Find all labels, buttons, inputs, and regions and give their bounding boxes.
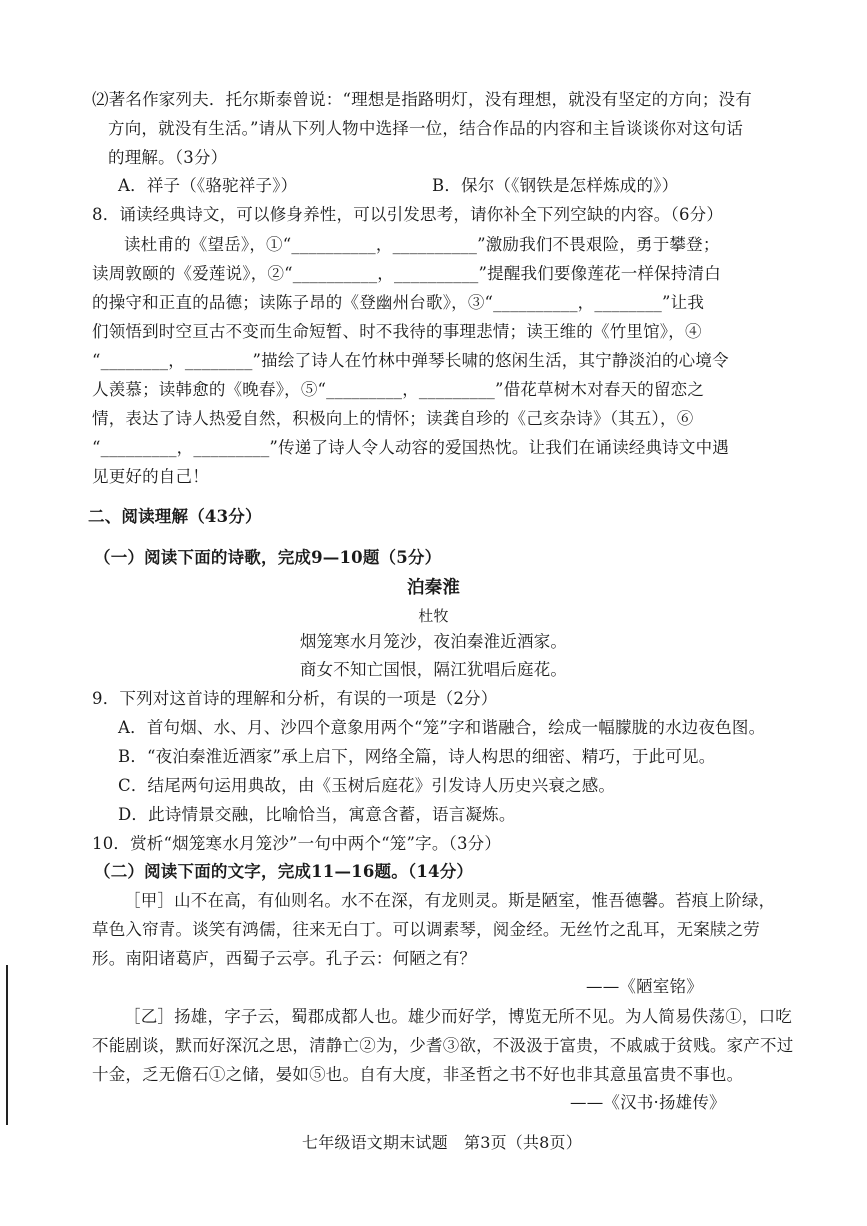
q7-2-option-a: A．祥子（《骆驼祥子》） [118, 176, 298, 195]
yi-line: ［乙］扬雄，字子云，蜀郡成都人也。雄少而好学，博览无所不见。为人简易佚荡①，口吃 [124, 1007, 792, 1026]
q8-line: 的操守和正直的品德；读陈子昂的《登幽州台歌》，③“__________，________”让我 [92, 293, 705, 312]
q7-2-option-b: B．保尔（《钢铁是怎样炼成的》） [432, 176, 679, 195]
yi-source: ——《汉书·扬雄传》 [570, 1093, 726, 1112]
q8-line: “________，________”描绘了诗人在竹林中弹琴长啸的悠闲生活，其宁静淡泊的心境令 [92, 351, 729, 370]
part1-heading: （一）阅读下面的诗歌，完成9—10题（5分） [94, 548, 442, 567]
q8-line: 们领悟到时空亘古不变而生命短暂、时不我待的事理悲情；读王维的《竹里馆》，④ [92, 322, 702, 341]
part2-heading: （二）阅读下面的文字，完成11—16题。（14分） [94, 862, 474, 881]
q8-line: 见更好的自己！ [92, 467, 209, 486]
q8-line: 读杜甫的《望岳》，①“__________，__________”激励我们不畏艰险，勇于攀登； [124, 235, 720, 254]
jia-line: 形。南阳诸葛庐，西蜀子云亭。孔子云：何陋之有？ [92, 949, 477, 968]
q9-option: B．“夜泊秦淮近酒家”承上启下，网络全篇，诗人构思的细密、精巧，于此可见。 [118, 747, 716, 766]
poem-line2: 商女不知亡国恨，隔江犹唱后庭花。 [299, 660, 568, 679]
q9-option: C．结尾两句运用典故，由《玉树后庭花》引发诗人历史兴衰之感。 [118, 776, 616, 795]
q9-option: D．此诗情景交融，比喻恰当，寓意含蓄，语言凝炼。 [118, 805, 516, 824]
jia-line: 草色入帘青。谈笑有鸿儒，往来无白丁。可以调素琴，阅金经。无丝竹之乱耳，无案牍之劳 [92, 920, 760, 939]
q7-2-line3: 的理解。（3分） [108, 148, 228, 167]
q10-prompt: 10．赏析“烟笼寒水月笼沙”一句中两个“笼”字。（3分） [92, 834, 502, 853]
section2-title: 二、阅读理解（43分） [88, 507, 262, 526]
q8-line: 读周敦颐的《爱莲说》，②“__________，__________”提醒我们要像莲花一样保持清白 [92, 264, 721, 283]
binding-margin-line [6, 965, 8, 1125]
q7-2-line2: 方向，就没有生活。”请从下列人物中选择一位，结合作品的内容和主旨谈谈你对这句话 [108, 119, 743, 138]
poem-title: 泊秦淮 [406, 578, 461, 598]
jia-source: ——《陋室铭》 [586, 977, 703, 996]
q9-option: A．首句烟、水、月、沙四个意象用两个“笼”字和谐融合，绘成一幅朦胧的水边夜色图。 [118, 718, 766, 737]
yi-line: 不能剧谈，默而好深沉之思，清静亡②为，少耆③欲，不汲汲于富贵，不戚戚于贫贱。家产不过 [92, 1036, 794, 1055]
yi-line: 十金，乏无儋石①之储，晏如⑤也。自有大度，非圣哲之书不好也非其意虽富贵不事也。 [92, 1065, 744, 1084]
jia-line: ［甲］山不在高，有仙则名。水不在深，有龙则灵。斯是陋室，惟吾德馨。苔痕上阶绿， [124, 891, 776, 910]
q8-line: “_________，_________”传递了诗人令人动容的爱国热忱。让我们在诵读经典诗文中遇 [92, 438, 729, 457]
q9-prompt: 9．下列对这首诗的理解和分析，有误的一项是（2分） [92, 689, 498, 708]
q8-line: 情，表达了诗人热爱自然，积极向上的情怀；读龚自珍的《己亥杂诗》（其五），⑥ [92, 409, 694, 428]
poem-line1: 烟笼寒水月笼沙，夜泊秦淮近酒家。 [299, 632, 568, 651]
q7-2-line1: ⑵著名作家列夫．托尔斯泰曾说：“理想是指路明灯，没有理想，就没有坚定的方向；没有 [92, 90, 752, 109]
q8-line: 人羡慕；读韩愈的《晚春》，⑤“_________，_________”借花草树木对春天的留恋之 [92, 380, 705, 399]
poem-author: 杜牧 [418, 607, 449, 625]
page-footer: 七年级语文期末试题 第3页（共8页） [302, 1133, 582, 1152]
q8-prompt: 8．诵读经典诗文，可以修身养性，可以引发思考，请你补全下列空缺的内容。（6分） [92, 205, 724, 224]
